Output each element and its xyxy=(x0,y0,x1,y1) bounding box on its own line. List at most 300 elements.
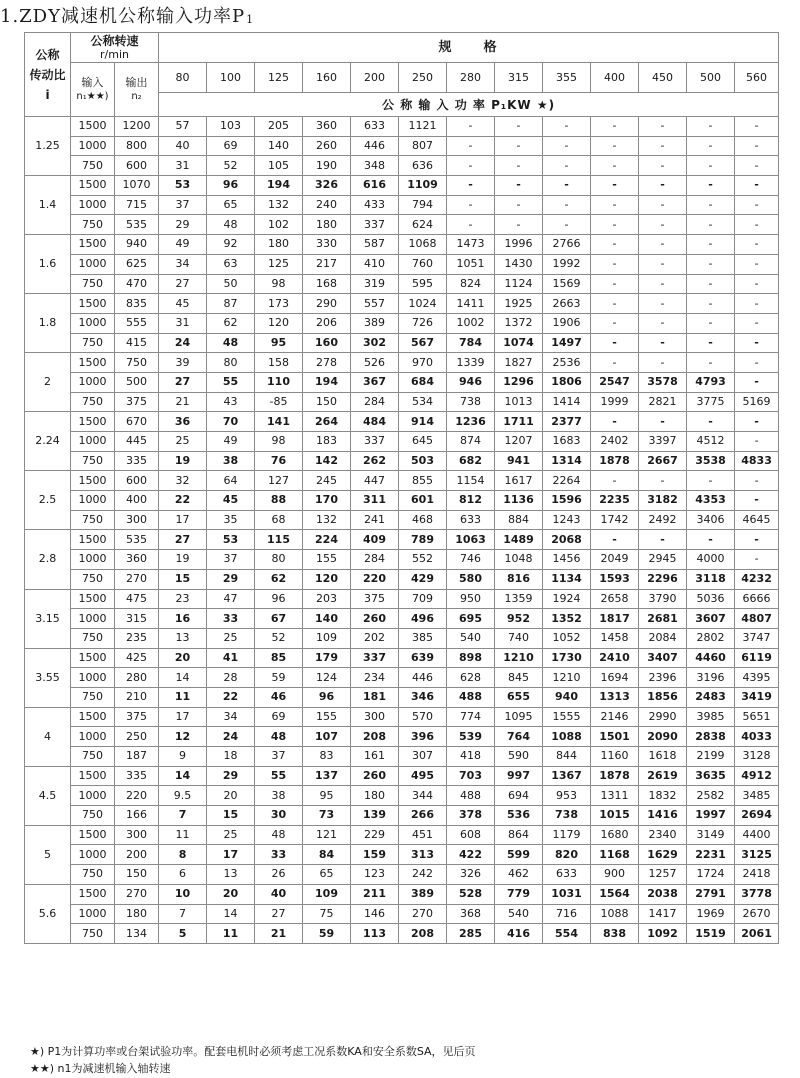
power-cell: 140 xyxy=(303,609,351,629)
power-cell: 19 xyxy=(159,550,207,570)
size-header: 355 xyxy=(543,63,591,93)
power-cell: 953 xyxy=(543,786,591,806)
power-cell: 1051 xyxy=(447,254,495,274)
power-cell: 20 xyxy=(207,884,255,904)
power-cell: 1088 xyxy=(543,727,591,747)
power-cell: 1314 xyxy=(543,451,591,471)
power-cell: 2492 xyxy=(639,510,687,530)
power-cell: 636 xyxy=(399,156,447,176)
power-cell: 375 xyxy=(351,589,399,609)
power-cell: 64 xyxy=(207,471,255,491)
power-cell: 1352 xyxy=(543,609,591,629)
power-cell: 2340 xyxy=(639,825,687,845)
power-cell: 110 xyxy=(255,372,303,392)
power-cell: 488 xyxy=(447,786,495,806)
power-cell: - xyxy=(639,353,687,373)
power-cell: 422 xyxy=(447,845,495,865)
table-row xyxy=(25,589,779,609)
power-cell: 1827 xyxy=(495,353,543,373)
input-speed-cell: 1500 xyxy=(71,176,115,196)
power-cell: 95 xyxy=(255,333,303,353)
power-cell: 1999 xyxy=(591,392,639,412)
power-cell: 2090 xyxy=(639,727,687,747)
input-speed-cell: 750 xyxy=(71,924,115,944)
power-cell: - xyxy=(639,333,687,353)
table-row xyxy=(25,510,779,530)
output-speed-cell: 1200 xyxy=(115,117,159,137)
ratio-cell: 5.6 xyxy=(25,884,71,943)
input-speed-cell: 1000 xyxy=(71,313,115,333)
input-speed-cell: 1000 xyxy=(71,136,115,156)
power-cell: 120 xyxy=(303,569,351,589)
power-cell: 63 xyxy=(207,254,255,274)
power-cell: 557 xyxy=(351,294,399,314)
power-cell: 85 xyxy=(255,648,303,668)
size-header: 125 xyxy=(255,63,303,93)
power-cell: 11 xyxy=(159,687,207,707)
power-cell: - xyxy=(735,313,779,333)
power-cell: 368 xyxy=(447,904,495,924)
output-speed-cell: 535 xyxy=(115,215,159,235)
ratio-cell: 1.4 xyxy=(25,176,71,235)
power-cell: - xyxy=(687,313,735,333)
power-cell: 1593 xyxy=(591,569,639,589)
power-cell: 1456 xyxy=(543,550,591,570)
power-cell: 1154 xyxy=(447,471,495,491)
input-speed-cell: 1500 xyxy=(71,648,115,668)
power-cell: - xyxy=(495,176,543,196)
power-cell: 2410 xyxy=(591,648,639,668)
input-speed-cell: 750 xyxy=(71,628,115,648)
power-cell: 202 xyxy=(351,628,399,648)
power-cell: - xyxy=(735,215,779,235)
ratio-cell: 3.15 xyxy=(25,589,71,648)
power-cell: 694 xyxy=(495,786,543,806)
power-cell: 278 xyxy=(303,353,351,373)
ratio-header: 公称 传动比 i xyxy=(25,33,71,117)
power-cell: 3778 xyxy=(735,884,779,904)
power-cell: 48 xyxy=(255,727,303,747)
power-cell: 633 xyxy=(543,865,591,885)
power-cell: 1359 xyxy=(495,589,543,609)
power-cell: 628 xyxy=(447,668,495,688)
table-row xyxy=(25,176,779,196)
table-body xyxy=(25,117,779,944)
output-speed-cell: 425 xyxy=(115,648,159,668)
power-cell: 260 xyxy=(351,609,399,629)
power-cell: 4395 xyxy=(735,668,779,688)
power-cell: 1013 xyxy=(495,392,543,412)
power-cell: 155 xyxy=(303,550,351,570)
input-speed-cell: 1000 xyxy=(71,550,115,570)
power-cell: 3407 xyxy=(639,648,687,668)
table-row xyxy=(25,491,779,511)
power-cell: 19 xyxy=(159,451,207,471)
output-speed-cell: 220 xyxy=(115,786,159,806)
power-cell: 709 xyxy=(399,589,447,609)
power-cell: 496 xyxy=(399,609,447,629)
power-cell: 774 xyxy=(447,707,495,727)
power-cell: 590 xyxy=(495,747,543,767)
power-cell: 484 xyxy=(351,412,399,432)
power-cell: 7 xyxy=(159,806,207,826)
power-cell: 50 xyxy=(207,274,255,294)
power-cell: 5036 xyxy=(687,589,735,609)
power-cell: 2990 xyxy=(639,707,687,727)
power-cell: - xyxy=(639,254,687,274)
input-speed-header: 输入 n₁★★) xyxy=(71,63,115,117)
power-cell: 970 xyxy=(399,353,447,373)
power-cell: 3196 xyxy=(687,668,735,688)
power-cell: 103 xyxy=(207,117,255,137)
output-speed-cell: 235 xyxy=(115,628,159,648)
power-cell: 45 xyxy=(159,294,207,314)
power-cell: 2821 xyxy=(639,392,687,412)
power-cell: 183 xyxy=(303,432,351,452)
power-cell: 11 xyxy=(207,924,255,944)
power-cell: 1497 xyxy=(543,333,591,353)
power-cell: 1724 xyxy=(687,865,735,885)
power-cell: 21 xyxy=(255,924,303,944)
power-cell: - xyxy=(591,176,639,196)
power-cell: - xyxy=(735,412,779,432)
output-speed-cell: 835 xyxy=(115,294,159,314)
power-cell: 2199 xyxy=(687,747,735,767)
power-cell: 80 xyxy=(255,550,303,570)
output-speed-cell: 555 xyxy=(115,313,159,333)
power-cell: 645 xyxy=(399,432,447,452)
power-cell: 53 xyxy=(207,530,255,550)
power-cell: 300 xyxy=(351,707,399,727)
input-speed-cell: 750 xyxy=(71,806,115,826)
power-cell: 40 xyxy=(255,884,303,904)
table-header xyxy=(25,33,779,117)
power-cell: - xyxy=(735,372,779,392)
output-speed-cell: 180 xyxy=(115,904,159,924)
power-cell: 27 xyxy=(159,530,207,550)
power-cell: 35 xyxy=(207,510,255,530)
power-cell: 17 xyxy=(159,510,207,530)
power-cell: 1088 xyxy=(591,904,639,924)
power-cell: 31 xyxy=(159,156,207,176)
power-cell: - xyxy=(591,471,639,491)
power-cell: 738 xyxy=(543,806,591,826)
power-cell: 1629 xyxy=(639,845,687,865)
power-cell: 740 xyxy=(495,628,543,648)
power-cell: 3578 xyxy=(639,372,687,392)
power-cell: 6119 xyxy=(735,648,779,668)
power-cell: 96 xyxy=(207,176,255,196)
power-cell: 137 xyxy=(303,766,351,786)
power-cell: 816 xyxy=(495,569,543,589)
input-speed-cell: 1500 xyxy=(71,117,115,137)
power-cell: 326 xyxy=(303,176,351,196)
output-speed-cell: 280 xyxy=(115,668,159,688)
power-cell: 378 xyxy=(447,806,495,826)
power-cell: 285 xyxy=(447,924,495,944)
power-cell: 1489 xyxy=(495,530,543,550)
power-cell: 1092 xyxy=(639,924,687,944)
power-cell: 488 xyxy=(447,687,495,707)
power-cell: 158 xyxy=(255,353,303,373)
power-cell: 284 xyxy=(351,392,399,412)
power-cell: 65 xyxy=(303,865,351,885)
power-cell: 62 xyxy=(207,313,255,333)
power-cell: - xyxy=(735,136,779,156)
power-cell: 1519 xyxy=(687,924,735,944)
power-cell: 1878 xyxy=(591,451,639,471)
size-header: 560 xyxy=(735,63,779,93)
power-cell: 49 xyxy=(159,235,207,255)
power-cell: 46 xyxy=(255,687,303,707)
power-cell: 2658 xyxy=(591,589,639,609)
power-cell: 794 xyxy=(399,195,447,215)
power-cell: 2667 xyxy=(639,451,687,471)
table-row xyxy=(25,254,779,274)
power-cell: 208 xyxy=(399,924,447,944)
power-cell: 539 xyxy=(447,727,495,747)
power-cell: - xyxy=(591,274,639,294)
size-header: 80 xyxy=(159,63,207,93)
power-cell: 73 xyxy=(303,806,351,826)
power-cell: 952 xyxy=(495,609,543,629)
ratio-cell: 3.55 xyxy=(25,648,71,707)
power-cell: 36 xyxy=(159,412,207,432)
table-row xyxy=(25,392,779,412)
power-cell: 98 xyxy=(255,432,303,452)
power-cell: 746 xyxy=(447,550,495,570)
power-cell: 330 xyxy=(303,235,351,255)
power-cell: 15 xyxy=(159,569,207,589)
power-cell: - xyxy=(591,254,639,274)
power-cell: 140 xyxy=(255,136,303,156)
power-cell: 52 xyxy=(255,628,303,648)
power-cell: 536 xyxy=(495,806,543,826)
power-cell: 554 xyxy=(543,924,591,944)
input-speed-cell: 1000 xyxy=(71,609,115,629)
output-speed-cell: 375 xyxy=(115,392,159,412)
power-cell: - xyxy=(591,412,639,432)
power-cell: - xyxy=(591,235,639,255)
power-cell: 52 xyxy=(207,156,255,176)
power-cell: 4353 xyxy=(687,491,735,511)
power-cell: - xyxy=(543,136,591,156)
power-cell: - xyxy=(687,136,735,156)
table-row xyxy=(25,668,779,688)
power-cell: 234 xyxy=(351,668,399,688)
power-cell: 1207 xyxy=(495,432,543,452)
power-cell: 9 xyxy=(159,747,207,767)
power-cell: - xyxy=(447,176,495,196)
power-cell: 120 xyxy=(255,313,303,333)
power-cell: 3747 xyxy=(735,628,779,648)
power-cell: 1052 xyxy=(543,628,591,648)
power-cell: 2681 xyxy=(639,609,687,629)
power-cell: 2536 xyxy=(543,353,591,373)
power-cell: 3790 xyxy=(639,589,687,609)
power-cell: - xyxy=(639,195,687,215)
power-cell: 396 xyxy=(399,727,447,747)
power-cell: - xyxy=(447,136,495,156)
power-cell: - xyxy=(735,156,779,176)
power-cell: 1856 xyxy=(639,687,687,707)
power-cell: - xyxy=(447,156,495,176)
power-cell: 5169 xyxy=(735,392,779,412)
power-cell: 139 xyxy=(351,806,399,826)
power-cell: - xyxy=(735,176,779,196)
power-cell: 2838 xyxy=(687,727,735,747)
power-cell: 311 xyxy=(351,491,399,511)
power-cell: 53 xyxy=(159,176,207,196)
input-speed-cell: 1500 xyxy=(71,294,115,314)
power-cell: 1134 xyxy=(543,569,591,589)
power-cell: 34 xyxy=(159,254,207,274)
power-cell: - xyxy=(687,215,735,235)
input-speed-cell: 1500 xyxy=(71,471,115,491)
power-cell: 284 xyxy=(351,550,399,570)
power-cell: 616 xyxy=(351,176,399,196)
power-cell: 48 xyxy=(207,333,255,353)
power-cell: 1160 xyxy=(591,747,639,767)
power-cell: 1711 xyxy=(495,412,543,432)
power-cell: 760 xyxy=(399,254,447,274)
power-cell: 446 xyxy=(351,136,399,156)
power-cell: 997 xyxy=(495,766,543,786)
power-cell: 240 xyxy=(303,195,351,215)
power-cell: 25 xyxy=(159,432,207,452)
table-row xyxy=(25,924,779,944)
power-cell: 1925 xyxy=(495,294,543,314)
power-cell: 23 xyxy=(159,589,207,609)
power-cell: 655 xyxy=(495,687,543,707)
power-cell: 127 xyxy=(255,471,303,491)
power-cell: 726 xyxy=(399,313,447,333)
power-cell: 31 xyxy=(159,313,207,333)
power-cell: 2146 xyxy=(591,707,639,727)
power-cell: 22 xyxy=(159,491,207,511)
power-cell: - xyxy=(639,274,687,294)
power-cell: 1680 xyxy=(591,825,639,845)
power-cell: - xyxy=(687,333,735,353)
table-row xyxy=(25,648,779,668)
output-speed-cell: 360 xyxy=(115,550,159,570)
power-cell: - xyxy=(639,117,687,137)
size-header: 500 xyxy=(687,63,735,93)
power-cell: 1031 xyxy=(543,884,591,904)
output-speed-cell: 535 xyxy=(115,530,159,550)
power-cell: 534 xyxy=(399,392,447,412)
input-speed-cell: 750 xyxy=(71,333,115,353)
ratio-cell: 2 xyxy=(25,353,71,412)
power-cell: 4793 xyxy=(687,372,735,392)
power-cell: 6666 xyxy=(735,589,779,609)
power-cell: - xyxy=(735,294,779,314)
ratio-cell: 1.25 xyxy=(25,117,71,176)
power-cell: 1906 xyxy=(543,313,591,333)
power-cell: 115 xyxy=(255,530,303,550)
power-cell: 20 xyxy=(159,648,207,668)
page-title: 1.ZDY减速机公称输入功率P1 xyxy=(0,6,255,27)
power-cell: 206 xyxy=(303,313,351,333)
input-speed-cell: 1000 xyxy=(71,845,115,865)
power-cell: 179 xyxy=(303,648,351,668)
output-speed-cell: 335 xyxy=(115,766,159,786)
power-cell: - xyxy=(543,117,591,137)
power-cell: 22 xyxy=(207,687,255,707)
table-row xyxy=(25,195,779,215)
power-cell: 69 xyxy=(255,707,303,727)
power-cell: 1109 xyxy=(399,176,447,196)
power-cell: 344 xyxy=(399,786,447,806)
power-header: 公 称 输 入 功 率 P₁KW ★) xyxy=(159,93,779,117)
input-speed-cell: 750 xyxy=(71,747,115,767)
power-cell: 161 xyxy=(351,747,399,767)
power-cell: - xyxy=(639,136,687,156)
power-cell: - xyxy=(735,235,779,255)
power-cell: 1367 xyxy=(543,766,591,786)
power-cell: 37 xyxy=(255,747,303,767)
power-cell: 624 xyxy=(399,215,447,235)
power-cell: 950 xyxy=(447,589,495,609)
power-cell: 102 xyxy=(255,215,303,235)
power-cell: 1210 xyxy=(495,648,543,668)
power-cell: 18 xyxy=(207,747,255,767)
power-cell: 337 xyxy=(351,648,399,668)
power-cell: 260 xyxy=(303,136,351,156)
power-cell: 38 xyxy=(207,451,255,471)
power-cell: 307 xyxy=(399,747,447,767)
power-cell: 884 xyxy=(495,510,543,530)
power-cell: 3118 xyxy=(687,569,735,589)
power-cell: - xyxy=(639,294,687,314)
power-cell: 418 xyxy=(447,747,495,767)
power-cell: 462 xyxy=(495,865,543,885)
power-cell: - xyxy=(735,471,779,491)
power-cell: - xyxy=(687,195,735,215)
power-cell: - xyxy=(687,156,735,176)
power-cell: - xyxy=(543,215,591,235)
power-cell: 76 xyxy=(255,451,303,471)
input-speed-cell: 1000 xyxy=(71,491,115,511)
power-cell: 87 xyxy=(207,294,255,314)
power-cell: 367 xyxy=(351,372,399,392)
power-cell: 10 xyxy=(159,884,207,904)
power-cell: - xyxy=(639,176,687,196)
power-cell: 1068 xyxy=(399,235,447,255)
input-speed-cell: 1500 xyxy=(71,766,115,786)
power-cell: 838 xyxy=(591,924,639,944)
power-cell: 738 xyxy=(447,392,495,412)
power-cell: 2264 xyxy=(543,471,591,491)
power-cell: 1168 xyxy=(591,845,639,865)
power-cell: - xyxy=(687,353,735,373)
power-cell: 337 xyxy=(351,215,399,235)
power-cell: 68 xyxy=(255,510,303,530)
power-cell: 29 xyxy=(207,569,255,589)
power-cell: 3419 xyxy=(735,687,779,707)
input-speed-cell: 1000 xyxy=(71,786,115,806)
output-speed-cell: 250 xyxy=(115,727,159,747)
power-cell: 7 xyxy=(159,904,207,924)
power-cell: 914 xyxy=(399,412,447,432)
output-speed-cell: 940 xyxy=(115,235,159,255)
table-row xyxy=(25,117,779,137)
size-header: 100 xyxy=(207,63,255,93)
output-speed-cell: 470 xyxy=(115,274,159,294)
power-cell: 43 xyxy=(207,392,255,412)
power-cell: 1243 xyxy=(543,510,591,530)
power-cell: 59 xyxy=(255,668,303,688)
